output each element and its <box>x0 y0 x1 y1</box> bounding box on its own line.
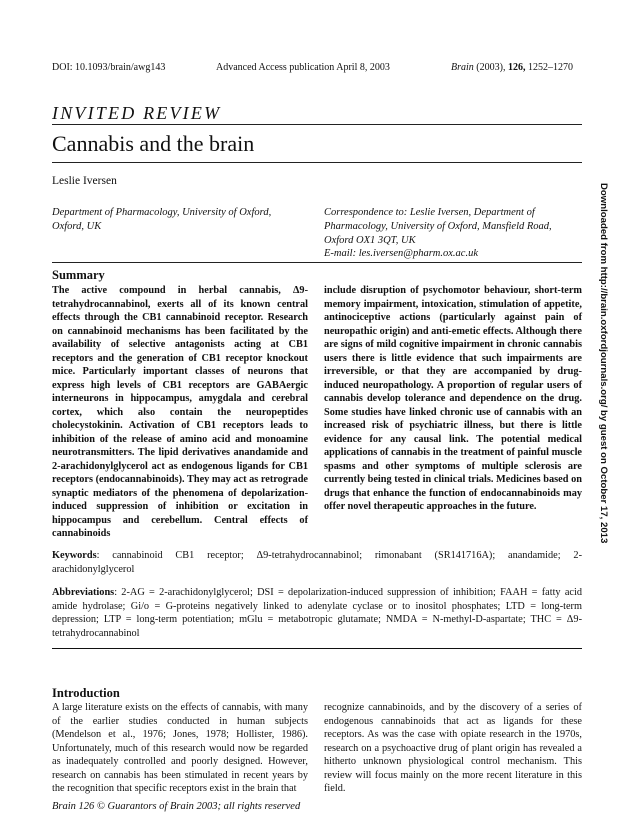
introduction-right-column: recognize cannabinoids, and by the discovery of a series of endogenous cannabinoids that act as ligands for these receptors. As was the case with opiate research in the 1970s, research on a psychoactive drug of plant origin has revealed a hitherto unknown physiological control mechanism. This review will focus mainly on the more recent literature in this field. <box>324 702 582 794</box>
introduction-left-column: A large literature exists on the effects of cannabis, with many of the earlier studies conducted in human subjects (Mendelson et al., 1976; Jones, 1978; Hollister, 1986). Unfortunately, much of this research would now be regarded as inadequately controlled and poorly designed. However, research on cannabis has been stimulated in recent years by the recognition that specific receptors exist in the brain that <box>52 702 308 794</box>
keywords-text: : cannabinoid CB1 receptor; Δ9-tetrahydrocannabinol; rimonabant (SR141716A); anandamide; 2-arachidonylglycerol <box>52 550 582 575</box>
access-date: Advanced Access publication April 8, 2003 <box>216 62 390 73</box>
doi: DOI: 10.1093/brain/awg143 <box>52 62 166 73</box>
correspondence <box>324 206 584 261</box>
section-label: INVITED REVIEW <box>52 103 222 123</box>
correspondence-line: Pharmacology, University of Oxford, Mansfield Road, <box>324 220 552 232</box>
watermark-text: Downloaded from http://brain.oxfordjournals.org/ by guest on October 17, 2013 <box>598 183 609 544</box>
citation-year: (2003), <box>473 62 508 73</box>
keywords-label: Keywords <box>52 550 97 561</box>
download-watermark[interactable] <box>598 183 628 578</box>
citation <box>451 62 573 73</box>
divider <box>52 648 582 649</box>
correspondence-line: Oxford OX1 3QT, UK <box>324 234 416 246</box>
summary-heading: Summary <box>52 268 105 282</box>
summary-right-column: include disruption of psychomotor behaviour, short-term memory impairment, intoxication, stimulation of appetite, antinociceptive actions (particularly against pain of neuropathic origin) and anti-emetic effects. Although there are signs of mild cognitive impairment in chronic cannabis users there is little evidence that such impairments are irreversible, or that they are accompanied by drug-induced neuropathology. A proportion of regular users of cannabis develop tolerance and dependence on the drug. Some studies have linked chronic use of cannabis with an increased risk of psychiatric illness, but there is little evidence for any causal link. The potential medical applications of cannabis in the treatment of painful muscle spasms and other symptoms of multiple sclerosis are currently being tested in clinical trials. Medicines based on drugs that enhance the function of endocannabinoids may offer novel therapeutic approaches in the future. <box>324 285 582 512</box>
divider <box>52 162 582 163</box>
citation-pages: 1252–1270 <box>525 62 573 73</box>
citation-volume: 126, <box>507 62 526 73</box>
email-link[interactable]: E-mail: les.iversen@pharm.ox.ac.uk <box>324 248 478 260</box>
affiliation-line: Department of Pharmacology, University of Oxford, <box>52 207 272 218</box>
page-title: Cannabis and the brain <box>52 131 255 156</box>
divider <box>52 124 582 125</box>
divider <box>52 262 582 263</box>
affiliation-left <box>52 206 312 234</box>
abbreviations-text: : 2-AG = 2-arachidonylglycerol; DSI = depolarization-induced suppression of inhibition; FAAH = fatty acid amide hydrolase; Gi/o = G-proteins negatively linked to adenylate cyclase or to inositol phosphates; LTD = long-term depression; LTP = long-term potentiation; mGlu = metabotropic glutamate; NMDA = N-methyl-D-aspartate; THC = Δ9-tetrahydrocannabinol <box>52 587 582 639</box>
keywords <box>52 549 582 576</box>
abbreviations-label: Abbreviations <box>52 587 115 598</box>
abbreviations <box>52 586 582 640</box>
summary-left-column: The active compound in herbal cannabis, Δ9-tetrahydrocannabinol, exerts all of its known central effects through the CB1 cannabinoid receptor. Research on cannabinoid mechanisms has been facilitated by the availability of selective antagonists acting at CB1 receptors and the generation of CB1 receptor knockout mice. Particularly important classes of neurons that express high levels of CB1 receptors are GABAergic interneurons in hippocampus, amygdala and cerebral cortex, which also contain the neuropeptides cholecystokinin. Activation of CB1 receptors leads to inhibition of the release of amino acid and monoamine neurotransmitters. The lipid derivatives anandamide and 2-arachidonylglycerol act as endogenous ligands for CB1 receptors (endocannabinoids). They may act as retrograde synaptic mediators of the phenomena of depolarization-induced suppression of inhibition or excitation in hippocampus and cerebellum. Central effects of cannabinoids <box>52 285 308 539</box>
journal-name: Brain <box>451 62 474 73</box>
affiliation-line: Oxford, UK <box>52 220 102 232</box>
footer-copyright: Brain 126 © Guarantors of Brain 2003; all rights reserved <box>52 801 301 812</box>
correspondence-line: Correspondence to: Leslie Iversen, Department of <box>324 207 535 218</box>
introduction-heading: Introduction <box>52 686 120 700</box>
author: Leslie Iversen <box>52 175 117 187</box>
